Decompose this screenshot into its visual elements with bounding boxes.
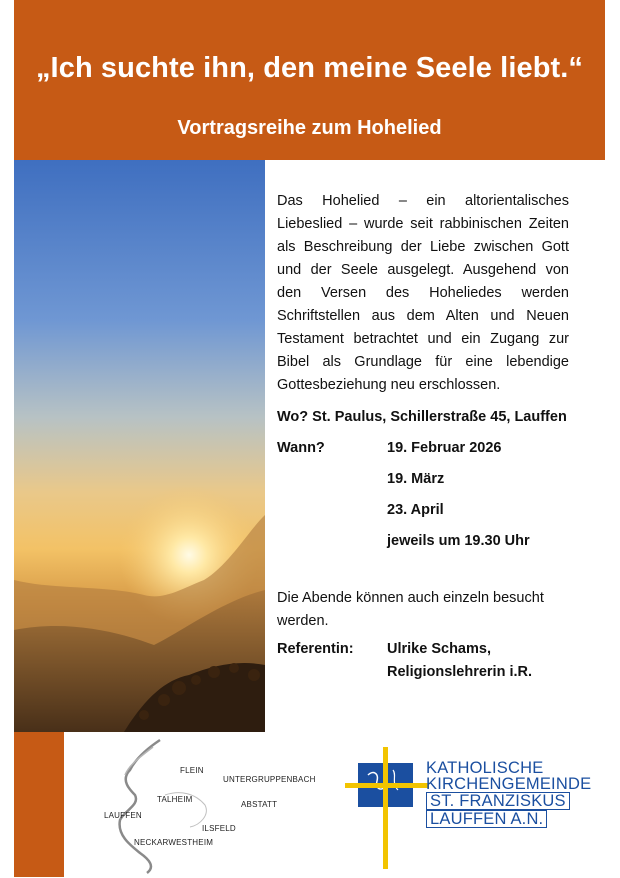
parish-name [426, 760, 591, 828]
location-line: Wo? St. Paulus, Schillerstraße 45, Lauffen [277, 409, 567, 425]
speaker-name: Ulrike Schams, [387, 641, 491, 657]
page-title: „Ich suchte ihn, den meine Seele liebt.“ [35, 52, 584, 84]
header-banner [14, 0, 605, 160]
parish-name-line2: KIRCHENGEMEINDE [426, 775, 592, 793]
map-label-ilsfeld: ILSFELD [202, 824, 236, 833]
map-label-untergruppenbach: UNTERGRUPPENBACH [223, 775, 316, 784]
map-label-flein: FLEIN [180, 766, 204, 775]
map-label-neckarwestheim: NECKARWESTHEIM [134, 838, 214, 847]
map-label-abstatt: ABSTATT [241, 800, 278, 809]
map-label-talheim: TALHEIM [157, 795, 193, 804]
attendance-note: Die Abende können auch einzeln besucht werden. [277, 590, 544, 629]
parish-name-line3: ST. FRANZISKUS [426, 792, 570, 810]
sunrise-photo [14, 160, 265, 732]
description-block [277, 190, 569, 397]
intro-text: Das Hohelied – ein altorientalisches Liebeslied – wurde seit rabbinischen Zeiten als Beschreibung der Liebe zwischen Gott und der Seele ausgelegt. Ausgehend von den Versen des Hoheliedes werden Schriftstellen aus dem Alten und Neuen Testament betrachtet und ein Zugang zur Bibel als Grundlage für eine lebendige Gottesbeziehung neu erschlossen. [277, 193, 569, 393]
speaker-role: Religionslehrerin i.R. [387, 664, 533, 680]
parish-name-line1: KATHOLISCHE [426, 759, 544, 777]
schedule-date: 19. März [387, 471, 445, 487]
map-label-lauffen: LAUFFEN [104, 811, 142, 820]
schedule-date: 23. April [387, 502, 444, 518]
parish-map [95, 735, 315, 875]
speaker-label: Referentin: [277, 641, 354, 657]
accent-strip [14, 732, 64, 877]
page-subtitle: Vortragsreihe zum Hohelied [177, 117, 442, 139]
schedule-label: Wann? [277, 440, 325, 456]
parish-name-line4: LAUFFEN A.N. [426, 810, 547, 828]
schedule-date: 19. Februar 2026 [387, 440, 502, 456]
schedule-time: jeweils um 19.30 Uhr [387, 533, 530, 549]
